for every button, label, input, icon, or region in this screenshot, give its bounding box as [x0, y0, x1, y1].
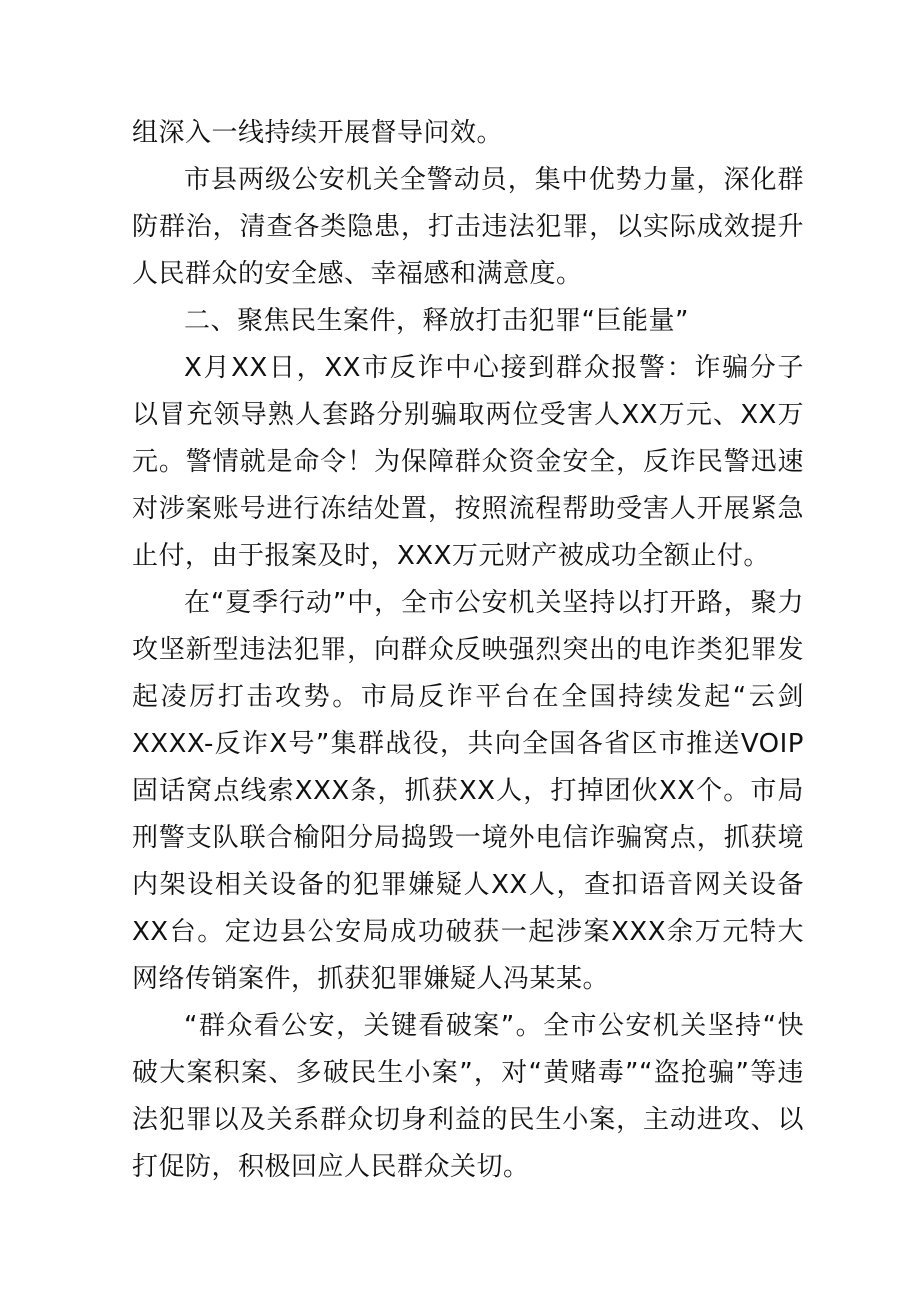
paragraph: “群众看公安，关键看破案”。全市公安机关坚持“快破大案积案、多破民生小案”，对“黄赌毒”“盗抢骗”等违法犯罪以及关系群众切身利益的民生小案，主动进攻、以打促防，积极回应人民群众关切。 — [132, 1011, 804, 1182]
paragraph: X月XX日，XX市反诈中心接到群众报警：诈骗分子以冒充领导熟人套路分别骗取两位受害人XX万元、XX万元。警情就是命令！为保障群众资金安全，反诈民警迅速对涉案账号进行冻结处置，按照流程帮助受害人开展紧急止付，由于报案及时，XXX万元财产被成功全额止付。 — [132, 353, 804, 571]
paragraph: 市县两级公安机关全警动员，集中优势力量，深化群防群治，清查各类隐患，打击违法犯罪，以实际成效提升人民群众的安全感、幸福感和满意度。 — [132, 165, 804, 289]
paragraph: 在“夏季行动”中，全市公安机关坚持以打开路，聚力攻坚新型违法犯罪，向群众反映强烈突出的电诈类犯罪发起凌厉打击攻势。市局反诈平台在全国持续发起“云剑XXXX-反诈X号”集群战役，共向全国各省区市推送VOIP固话窝点线索XXX条，抓获XX人，打掉团伙XX个。市局刑警支队联合榆阳分局捣毁一境外电信诈骗窝点，抓获境内架设相关设备的犯罪嫌疑人XX人，查扣语音网关设备XX台。定边县公安局成功破获一起涉案XXX余万元特大网络传销案件，抓获犯罪嫌疑人冯某某。 — [132, 588, 804, 994]
document-body — [132, 110, 804, 1191]
section-heading: 二、聚焦民生案件，释放打击犯罪“巨能量” — [184, 306, 689, 336]
paragraph-continuation: 组深入一线持续开展督导问效。 — [132, 118, 504, 148]
